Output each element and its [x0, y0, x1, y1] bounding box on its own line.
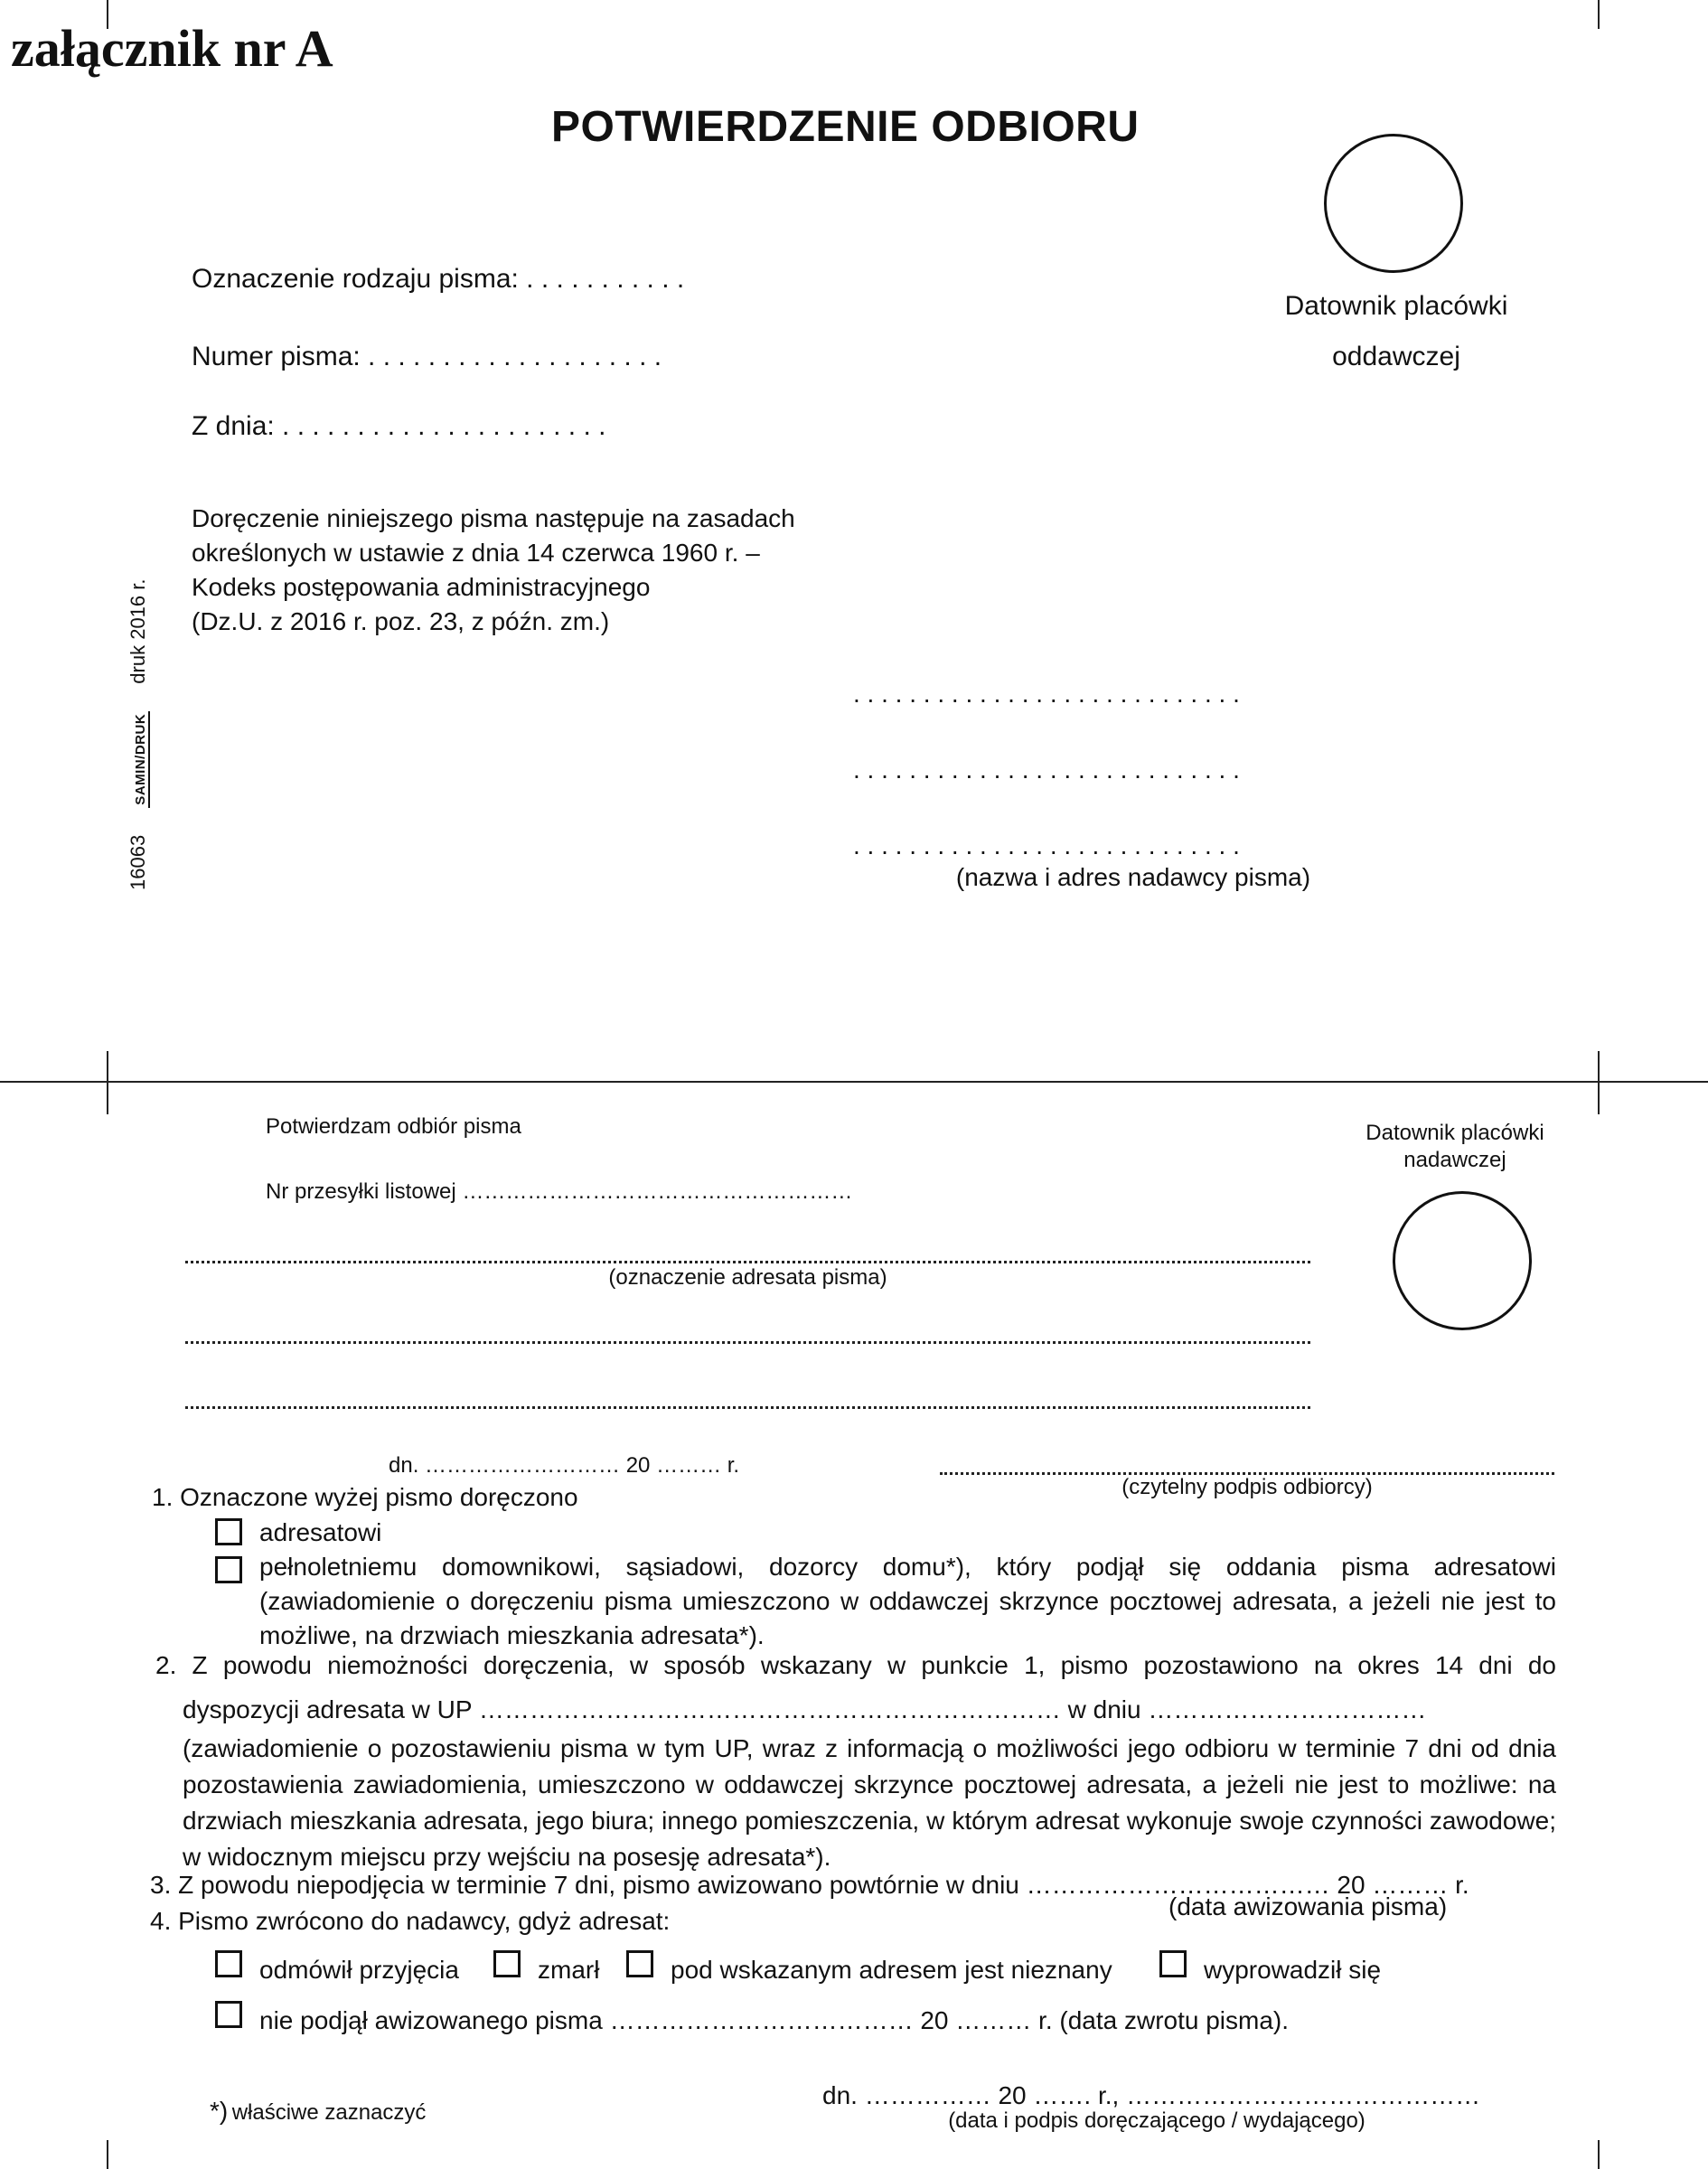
- addressee-caption: (oznaczenie adresata pisma): [608, 1265, 887, 1290]
- item-3-caption: (data awizowania pisma): [1168, 1892, 1448, 1920]
- item-1-title: 1. Oznaczone wyżej pismo doręczono: [152, 1483, 578, 1511]
- item-2-line: 2. Z powodu niemożności doręczenia, w sposób wskazany w punkcie 1, pismo pozostawiono na okres 14 dni do: [155, 1651, 1556, 1679]
- footnote-text: właściwe zaznaczyć: [231, 2100, 427, 2125]
- page-title: POTWIERDZENIE ODBIORU: [551, 103, 1140, 151]
- option-moved-out: wyprowadził się: [1204, 1956, 1382, 1984]
- item-2-post-office-field[interactable]: dyspozycji adresata w UP …………………………………………………………… w dniu ……………………………: [183, 1695, 1427, 1723]
- legal-basis-line: Kodeks postępowania administracyjnego: [192, 573, 651, 601]
- crop-mark: [1598, 0, 1600, 29]
- sending-office-stamp-circle: [1393, 1191, 1532, 1330]
- option-refused: odmówił przyjęcia: [259, 1956, 459, 1984]
- item-2-note: (zawiadomienie o pozostawieniu pisma w tym UP, wraz z informacją o możliwości jego odbioru w terminie 7 dni od dnia pozostawienia zawiadomienia, umieszczono w oddawczej skrzynce pocztowej adresata, a jeżeli nie jest to możliwe: na drzwiach mieszkania adresata, jego biura; innego pomieszczenia, w którym adresat wykonuje swoje czynności zawodowe; w widocznym miejscu przy wejściu na posesję adresata*).: [183, 1734, 1556, 1871]
- option-not-collected[interactable]: nie podjął awizowanego pisma ……………………………… 20 ……… r. (data zwrotu pisma).: [259, 2006, 1290, 2034]
- item-4-title: 4. Pismo zwrócono do nadawcy, gdyż adresat:: [150, 1907, 671, 1935]
- checkbox-not-collected[interactable]: [215, 2001, 242, 2028]
- annex-label: załącznik nr A: [11, 19, 333, 78]
- print-year: druk 2016 r.: [127, 578, 149, 684]
- crop-mark: [1598, 1051, 1600, 1114]
- checkbox-adult-household[interactable]: [215, 1556, 242, 1583]
- option-addressee: adresatowi: [259, 1518, 382, 1546]
- stamp-label: nadawczej: [1403, 1148, 1506, 1172]
- checkbox-addressee[interactable]: [215, 1518, 242, 1545]
- sender-address-line[interactable]: . . . . . . . . . . . . . . . . . . . . . . . . . . . .: [853, 680, 1240, 708]
- addressee-line[interactable]: [185, 1341, 1310, 1344]
- deliverer-date-signature-field[interactable]: dn. …………… 20 ……. r., ……………………………………: [822, 2081, 1481, 2109]
- stamp-label: oddawczej: [1332, 342, 1460, 371]
- crop-mark: [1598, 2140, 1600, 2169]
- item-3-line[interactable]: 3. Z powodu niepodjęcia w terminie 7 dni, pismo awizowano powtórnie w dniu ……………………………… 20 ……… r.: [150, 1871, 1469, 1899]
- confirm-receipt-label: Potwierdzam odbiór pisma: [266, 1114, 521, 1139]
- sender-address-line[interactable]: . . . . . . . . . . . . . . . . . . . . . . . . . . . .: [853, 756, 1240, 784]
- legal-basis-line: określonych w ustawie z dnia 14 czerwca 1960 r. –: [192, 539, 760, 567]
- stamp-label: Datownik placówki: [1365, 1121, 1544, 1145]
- delivery-office-stamp-circle: [1324, 134, 1463, 273]
- footnote-mark: *): [210, 2097, 229, 2125]
- addressee-line[interactable]: [185, 1406, 1310, 1409]
- option-unknown-address: pod wskazanym adresem jest nieznany: [671, 1956, 1112, 1984]
- fold-line: [0, 1081, 1708, 1083]
- signature-caption: (czytelny podpis odbiorcy): [1121, 1475, 1373, 1499]
- option-died: zmarł: [538, 1956, 600, 1984]
- crop-mark: [107, 2140, 108, 2169]
- legal-basis-line: Doręczenie niniejszego pisma następuje na zasadach: [192, 504, 795, 532]
- checkbox-unknown-address[interactable]: [626, 1950, 653, 1977]
- option-adult-household: pełnoletniemu domownikowi, sąsiadowi, dozorcy domu*), który podjął się oddania pisma adresatowi (zawiadomienie o doręczeniu pisma umieszczono w oddawczej skrzynce pocztowej adresata, a jeżeli nie jest to możliwe, na drzwiach mieszkania adresata*).: [259, 1553, 1556, 1649]
- stamp-label: Datownik placówki: [1284, 291, 1508, 321]
- printer-logo: SAMIN/DRUK: [133, 711, 150, 808]
- addressee-line[interactable]: [185, 1261, 1310, 1263]
- receipt-date-field[interactable]: dn. ……………………… 20 ……… r.: [389, 1453, 740, 1478]
- legal-basis-line: (Dz.U. z 2016 r. poz. 23, z późn. zm.): [192, 607, 610, 635]
- checkbox-died[interactable]: [493, 1950, 521, 1977]
- letter-date-field[interactable]: Z dnia: . . . . . . . . . . . . . . . . . . . . . .: [192, 411, 606, 441]
- form-code: 16063: [127, 834, 149, 890]
- checkbox-refused[interactable]: [215, 1950, 242, 1977]
- sender-caption: (nazwa i adres nadawcy pisma): [955, 863, 1311, 891]
- side-print-info: [127, 579, 150, 890]
- letter-type-field[interactable]: Oznaczenie rodzaju pisma: . . . . . . . . . . .: [192, 264, 685, 294]
- letter-number-field[interactable]: Numer pisma: . . . . . . . . . . . . . . . . . . . .: [192, 342, 662, 371]
- sender-address-line[interactable]: . . . . . . . . . . . . . . . . . . . . . . . . . . . .: [853, 831, 1240, 859]
- crop-mark: [107, 1051, 108, 1114]
- footnote: [210, 2097, 426, 2126]
- checkbox-moved-out[interactable]: [1159, 1950, 1187, 1977]
- shipment-number-field[interactable]: Nr przesyłki listowej ………………………………………………: [266, 1179, 853, 1204]
- deliverer-caption: (data i podpis doręczającego / wydającego): [948, 2108, 1365, 2133]
